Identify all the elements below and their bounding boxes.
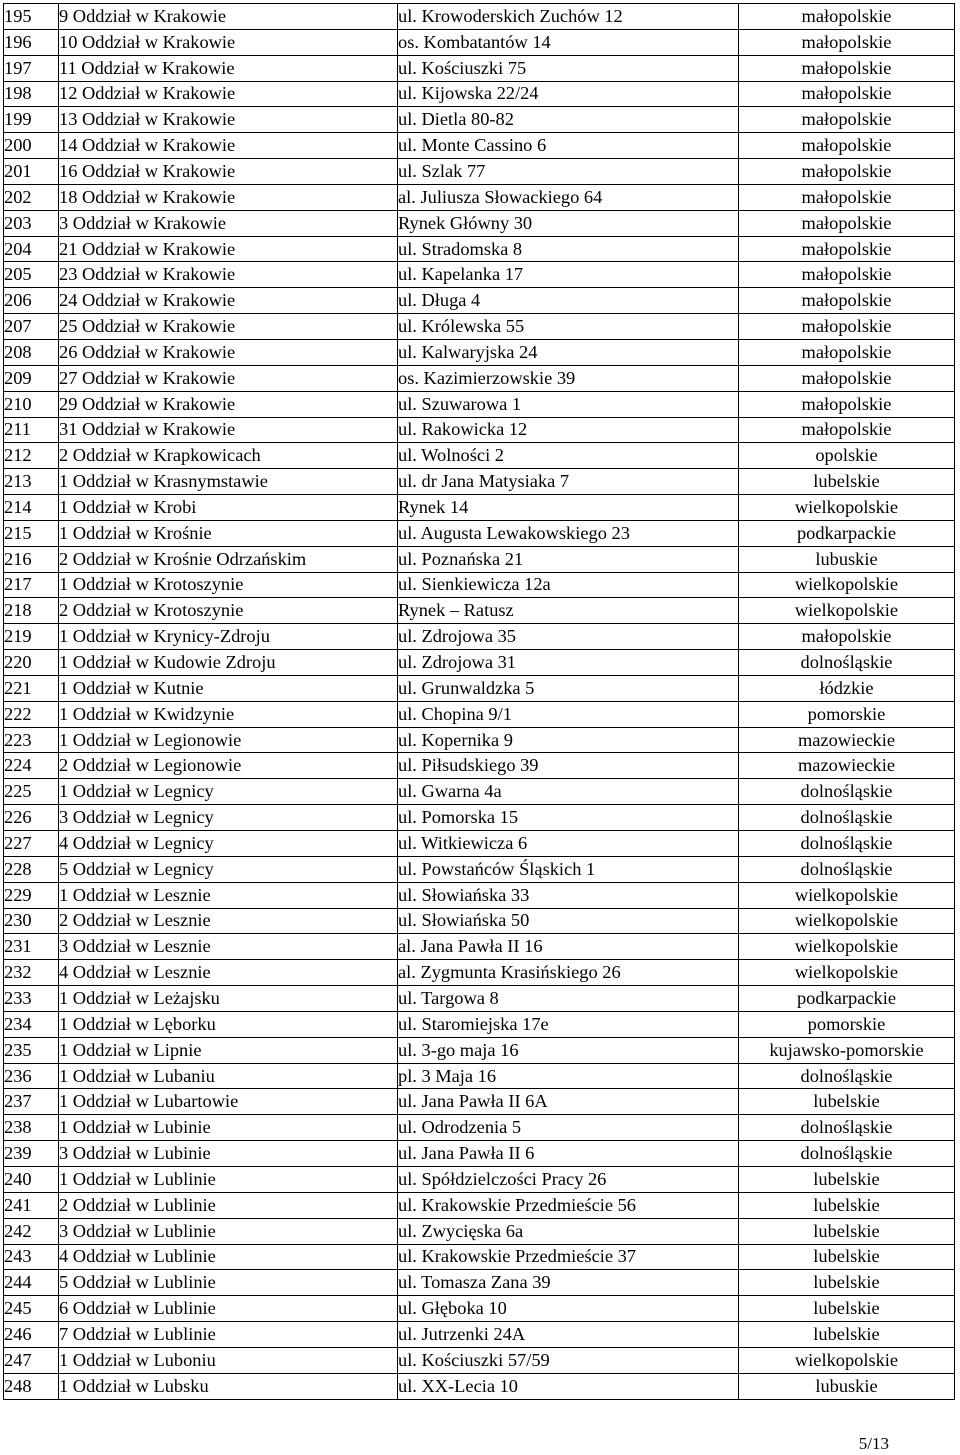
- voivodeship: opolskie: [739, 443, 955, 469]
- voivodeship: lubuskie: [739, 1373, 955, 1399]
- voivodeship: wielkopolskie: [739, 572, 955, 598]
- table-row: [4, 314, 955, 340]
- branch-address: Rynek Główny 30: [398, 210, 739, 236]
- row-number: 234: [4, 1011, 59, 1037]
- voivodeship: lubelskie: [739, 1296, 955, 1322]
- voivodeship: dolnośląskie: [739, 856, 955, 882]
- row-number: 224: [4, 753, 59, 779]
- branch-name: 7 Oddział w Lublinie: [59, 1322, 398, 1348]
- table-row: [4, 908, 955, 934]
- branch-name: 2 Oddział w Legionowie: [59, 753, 398, 779]
- branch-name: 31 Oddział w Krakowie: [59, 417, 398, 443]
- table-row: [4, 1141, 955, 1167]
- branch-address: ul. Zwycięska 6a: [398, 1218, 739, 1244]
- voivodeship: lubelskie: [739, 1089, 955, 1115]
- voivodeship: wielkopolskie: [739, 960, 955, 986]
- table-row: [4, 107, 955, 133]
- row-number: 227: [4, 831, 59, 857]
- branch-name: 14 Oddział w Krakowie: [59, 133, 398, 159]
- table-row: [4, 262, 955, 288]
- branch-name: 1 Oddział w Krotoszynie: [59, 572, 398, 598]
- row-number: 201: [4, 159, 59, 185]
- branch-name: 2 Oddział w Krotoszynie: [59, 598, 398, 624]
- branch-address: ul. Dietla 80-82: [398, 107, 739, 133]
- row-number: 195: [4, 4, 59, 30]
- voivodeship: podkarpackie: [739, 520, 955, 546]
- branch-address: ul. Kościuszki 75: [398, 55, 739, 81]
- voivodeship: małopolskie: [739, 210, 955, 236]
- table-row: [4, 1373, 955, 1399]
- branch-address: ul. Słowiańska 33: [398, 882, 739, 908]
- branch-address: ul. Kościuszki 57/59: [398, 1347, 739, 1373]
- branch-address: os. Kazimierzowskie 39: [398, 365, 739, 391]
- table-row: [4, 469, 955, 495]
- row-number: 221: [4, 675, 59, 701]
- branch-address: ul. Słowiańska 50: [398, 908, 739, 934]
- row-number: 203: [4, 210, 59, 236]
- branch-address: ul. XX-Lecia 10: [398, 1373, 739, 1399]
- table-row: [4, 210, 955, 236]
- voivodeship: małopolskie: [739, 81, 955, 107]
- page-number: 5/13: [858, 1434, 889, 1453]
- table-row: [4, 701, 955, 727]
- table-row: [4, 1166, 955, 1192]
- branch-address: ul. 3-go maja 16: [398, 1037, 739, 1063]
- branch-address: ul. Krakowskie Przedmieście 37: [398, 1244, 739, 1270]
- row-number: 198: [4, 81, 59, 107]
- row-number: 233: [4, 986, 59, 1012]
- branch-name: 1 Oddział w Krobi: [59, 495, 398, 521]
- row-number: 239: [4, 1141, 59, 1167]
- branch-address: ul. Szuwarowa 1: [398, 391, 739, 417]
- row-number: 214: [4, 495, 59, 521]
- voivodeship: mazowieckie: [739, 753, 955, 779]
- voivodeship: dolnośląskie: [739, 805, 955, 831]
- branch-address: ul. Targowa 8: [398, 986, 739, 1012]
- table-row: [4, 1296, 955, 1322]
- branch-name: 1 Oddział w Lubsku: [59, 1373, 398, 1399]
- branch-name: 12 Oddział w Krakowie: [59, 81, 398, 107]
- branch-name: 3 Oddział w Lublinie: [59, 1218, 398, 1244]
- voivodeship: małopolskie: [739, 262, 955, 288]
- branch-name: 1 Oddział w Lesznie: [59, 882, 398, 908]
- branch-name: 1 Oddział w Lubaniu: [59, 1063, 398, 1089]
- table-row: [4, 779, 955, 805]
- voivodeship: lubelskie: [739, 1322, 955, 1348]
- branch-address: ul. Rakowicka 12: [398, 417, 739, 443]
- branch-address: ul. Stradomska 8: [398, 236, 739, 262]
- branch-address: os. Kombatantów 14: [398, 29, 739, 55]
- branch-address: ul. Szlak 77: [398, 159, 739, 185]
- table-row: [4, 1011, 955, 1037]
- branch-name: 1 Oddział w Krynicy-Zdroju: [59, 624, 398, 650]
- branch-name: 13 Oddział w Krakowie: [59, 107, 398, 133]
- voivodeship: dolnośląskie: [739, 779, 955, 805]
- voivodeship: lubelskie: [739, 1166, 955, 1192]
- branch-name: 2 Oddział w Lublinie: [59, 1192, 398, 1218]
- voivodeship: lubelskie: [739, 1244, 955, 1270]
- branch-name: 4 Oddział w Lesznie: [59, 960, 398, 986]
- row-number: 208: [4, 339, 59, 365]
- table-row: [4, 184, 955, 210]
- branch-name: 11 Oddział w Krakowie: [59, 55, 398, 81]
- table-row: [4, 986, 955, 1012]
- branch-name: 1 Oddział w Lęborku: [59, 1011, 398, 1037]
- branch-address: ul. Długa 4: [398, 288, 739, 314]
- branch-name: 2 Oddział w Krapkowicach: [59, 443, 398, 469]
- row-number: 235: [4, 1037, 59, 1063]
- branch-name: 1 Oddział w Kudowie Zdroju: [59, 650, 398, 676]
- voivodeship: wielkopolskie: [739, 495, 955, 521]
- branch-address: ul. Kalwaryjska 24: [398, 339, 739, 365]
- branch-table: [3, 3, 955, 1400]
- branch-address: ul. Jutrzenki 24A: [398, 1322, 739, 1348]
- branch-address: ul. Pomorska 15: [398, 805, 739, 831]
- branch-name: 21 Oddział w Krakowie: [59, 236, 398, 262]
- branch-name: 29 Oddział w Krakowie: [59, 391, 398, 417]
- row-number: 242: [4, 1218, 59, 1244]
- branch-name: 16 Oddział w Krakowie: [59, 159, 398, 185]
- voivodeship: małopolskie: [739, 159, 955, 185]
- voivodeship: wielkopolskie: [739, 934, 955, 960]
- voivodeship: dolnośląskie: [739, 831, 955, 857]
- branch-address: ul. Królewska 55: [398, 314, 739, 340]
- row-number: 229: [4, 882, 59, 908]
- branch-address: al. Zygmunta Krasińskiego 26: [398, 960, 739, 986]
- table-row: [4, 624, 955, 650]
- table-row: [4, 1270, 955, 1296]
- branch-address: ul. Jana Pawła II 6: [398, 1141, 739, 1167]
- table-row: [4, 55, 955, 81]
- voivodeship: małopolskie: [739, 365, 955, 391]
- branch-name: 24 Oddział w Krakowie: [59, 288, 398, 314]
- branch-address: ul. Powstańców Śląskich 1: [398, 856, 739, 882]
- branch-address: al. Jana Pawła II 16: [398, 934, 739, 960]
- row-number: 209: [4, 365, 59, 391]
- row-number: 212: [4, 443, 59, 469]
- branch-address: ul. Augusta Lewakowskiego 23: [398, 520, 739, 546]
- table-row: [4, 1347, 955, 1373]
- branch-name: 2 Oddział w Lesznie: [59, 908, 398, 934]
- branch-address: ul. Sienkiewicza 12a: [398, 572, 739, 598]
- table-row: [4, 960, 955, 986]
- branch-address: al. Juliusza Słowackiego 64: [398, 184, 739, 210]
- branch-address: ul. Głęboka 10: [398, 1296, 739, 1322]
- row-number: 246: [4, 1322, 59, 1348]
- voivodeship: lubelskie: [739, 1218, 955, 1244]
- branch-name: 1 Oddział w Luboniu: [59, 1347, 398, 1373]
- branch-address: ul. Odrodzenia 5: [398, 1115, 739, 1141]
- branch-name: 26 Oddział w Krakowie: [59, 339, 398, 365]
- branch-name: 5 Oddział w Legnicy: [59, 856, 398, 882]
- voivodeship: wielkopolskie: [739, 908, 955, 934]
- branch-name: 1 Oddział w Leżajsku: [59, 986, 398, 1012]
- voivodeship: małopolskie: [739, 314, 955, 340]
- voivodeship: dolnośląskie: [739, 650, 955, 676]
- table-row: [4, 753, 955, 779]
- branch-name: 3 Oddział w Lubinie: [59, 1141, 398, 1167]
- voivodeship: kujawsko-pomorskie: [739, 1037, 955, 1063]
- row-number: 241: [4, 1192, 59, 1218]
- voivodeship: pomorskie: [739, 1011, 955, 1037]
- row-number: 211: [4, 417, 59, 443]
- row-number: 216: [4, 546, 59, 572]
- branch-address: ul. Poznańska 21: [398, 546, 739, 572]
- table-row: [4, 1322, 955, 1348]
- table-row: [4, 391, 955, 417]
- branch-name: 10 Oddział w Krakowie: [59, 29, 398, 55]
- row-number: 219: [4, 624, 59, 650]
- row-number: 220: [4, 650, 59, 676]
- row-number: 228: [4, 856, 59, 882]
- row-number: 225: [4, 779, 59, 805]
- table-row: [4, 288, 955, 314]
- table-row: [4, 443, 955, 469]
- branch-address: ul. Gwarna 4a: [398, 779, 739, 805]
- voivodeship: małopolskie: [739, 339, 955, 365]
- branch-address: ul. Jana Pawła II 6A: [398, 1089, 739, 1115]
- branch-address: Rynek – Ratusz: [398, 598, 739, 624]
- row-number: 210: [4, 391, 59, 417]
- branch-address: ul. dr Jana Matysiaka 7: [398, 469, 739, 495]
- table-row: [4, 856, 955, 882]
- table-row: [4, 598, 955, 624]
- branch-name: 27 Oddział w Krakowie: [59, 365, 398, 391]
- voivodeship: dolnośląskie: [739, 1063, 955, 1089]
- branch-name: 25 Oddział w Krakowie: [59, 314, 398, 340]
- row-number: 231: [4, 934, 59, 960]
- branch-address: ul. Staromiejska 17e: [398, 1011, 739, 1037]
- voivodeship: łódzkie: [739, 675, 955, 701]
- row-number: 196: [4, 29, 59, 55]
- table-row: [4, 4, 955, 30]
- voivodeship: lubelskie: [739, 469, 955, 495]
- row-number: 243: [4, 1244, 59, 1270]
- voivodeship: małopolskie: [739, 391, 955, 417]
- branch-address: ul. Zdrojowa 31: [398, 650, 739, 676]
- table-row: [4, 417, 955, 443]
- table-row: [4, 1037, 955, 1063]
- table-row: [4, 81, 955, 107]
- table-row: [4, 236, 955, 262]
- row-number: 237: [4, 1089, 59, 1115]
- voivodeship: małopolskie: [739, 288, 955, 314]
- branch-name: 23 Oddział w Krakowie: [59, 262, 398, 288]
- table-row: [4, 29, 955, 55]
- branch-name: 18 Oddział w Krakowie: [59, 184, 398, 210]
- row-number: 199: [4, 107, 59, 133]
- branch-address: ul. Grunwaldzka 5: [398, 675, 739, 701]
- table-row: [4, 805, 955, 831]
- table-row: [4, 133, 955, 159]
- voivodeship: małopolskie: [739, 55, 955, 81]
- voivodeship: dolnośląskie: [739, 1115, 955, 1141]
- branch-table-body: [4, 4, 955, 1400]
- branch-address: ul. Chopina 9/1: [398, 701, 739, 727]
- voivodeship: podkarpackie: [739, 986, 955, 1012]
- table-row: [4, 159, 955, 185]
- voivodeship: dolnośląskie: [739, 1141, 955, 1167]
- branch-name: 1 Oddział w Lublinie: [59, 1166, 398, 1192]
- voivodeship: pomorskie: [739, 701, 955, 727]
- voivodeship: małopolskie: [739, 236, 955, 262]
- row-number: 206: [4, 288, 59, 314]
- table-row: [4, 1063, 955, 1089]
- row-number: 230: [4, 908, 59, 934]
- row-number: 244: [4, 1270, 59, 1296]
- row-number: 218: [4, 598, 59, 624]
- row-number: 205: [4, 262, 59, 288]
- voivodeship: wielkopolskie: [739, 882, 955, 908]
- branch-address: ul. Krakowskie Przedmieście 56: [398, 1192, 739, 1218]
- table-row: [4, 1244, 955, 1270]
- voivodeship: małopolskie: [739, 107, 955, 133]
- table-row: [4, 365, 955, 391]
- branch-name: 3 Oddział w Lesznie: [59, 934, 398, 960]
- branch-address: ul. Kijowska 22/24: [398, 81, 739, 107]
- branch-address: ul. Witkiewicza 6: [398, 831, 739, 857]
- branch-name: 2 Oddział w Krośnie Odrzańskim: [59, 546, 398, 572]
- voivodeship: małopolskie: [739, 417, 955, 443]
- row-number: 215: [4, 520, 59, 546]
- voivodeship: lubelskie: [739, 1192, 955, 1218]
- row-number: 202: [4, 184, 59, 210]
- voivodeship: lubelskie: [739, 1270, 955, 1296]
- branch-name: 1 Oddział w Legionowie: [59, 727, 398, 753]
- row-number: 204: [4, 236, 59, 262]
- row-number: 232: [4, 960, 59, 986]
- row-number: 223: [4, 727, 59, 753]
- branch-address: ul. Monte Cassino 6: [398, 133, 739, 159]
- branch-address: ul. Wolności 2: [398, 443, 739, 469]
- table-row: [4, 882, 955, 908]
- row-number: 238: [4, 1115, 59, 1141]
- row-number: 197: [4, 55, 59, 81]
- table-row: [4, 546, 955, 572]
- row-number: 222: [4, 701, 59, 727]
- table-row: [4, 1089, 955, 1115]
- branch-name: 3 Oddział w Legnicy: [59, 805, 398, 831]
- branch-address: ul. Piłsudskiego 39: [398, 753, 739, 779]
- branch-name: 1 Oddział w Legnicy: [59, 779, 398, 805]
- table-row: [4, 650, 955, 676]
- voivodeship: małopolskie: [739, 133, 955, 159]
- branch-name: 9 Oddział w Krakowie: [59, 4, 398, 30]
- branch-name: 4 Oddział w Lublinie: [59, 1244, 398, 1270]
- branch-name: 5 Oddział w Lublinie: [59, 1270, 398, 1296]
- table-row: [4, 495, 955, 521]
- row-number: 207: [4, 314, 59, 340]
- branch-name: 1 Oddział w Lubinie: [59, 1115, 398, 1141]
- table-row: [4, 520, 955, 546]
- row-number: 213: [4, 469, 59, 495]
- branch-address: ul. Krowoderskich Zuchów 12: [398, 4, 739, 30]
- branch-address: ul. Kapelanka 17: [398, 262, 739, 288]
- row-number: 248: [4, 1373, 59, 1399]
- branch-name: 4 Oddział w Legnicy: [59, 831, 398, 857]
- branch-name: 1 Oddział w Krasnymstawie: [59, 469, 398, 495]
- branch-address: pl. 3 Maja 16: [398, 1063, 739, 1089]
- voivodeship: małopolskie: [739, 184, 955, 210]
- branch-address: Rynek 14: [398, 495, 739, 521]
- branch-name: 1 Oddział w Lubartowie: [59, 1089, 398, 1115]
- table-row: [4, 675, 955, 701]
- row-number: 245: [4, 1296, 59, 1322]
- branch-address: ul. Kopernika 9: [398, 727, 739, 753]
- branch-name: 1 Oddział w Krośnie: [59, 520, 398, 546]
- row-number: 226: [4, 805, 59, 831]
- table-row: [4, 1115, 955, 1141]
- voivodeship: wielkopolskie: [739, 1347, 955, 1373]
- branch-address: ul. Zdrojowa 35: [398, 624, 739, 650]
- branch-address: ul. Spółdzielczości Pracy 26: [398, 1166, 739, 1192]
- row-number: 247: [4, 1347, 59, 1373]
- branch-name: 6 Oddział w Lublinie: [59, 1296, 398, 1322]
- branch-name: 1 Oddział w Lipnie: [59, 1037, 398, 1063]
- branch-name: 1 Oddział w Kutnie: [59, 675, 398, 701]
- table-row: [4, 1218, 955, 1244]
- row-number: 240: [4, 1166, 59, 1192]
- voivodeship: małopolskie: [739, 4, 955, 30]
- voivodeship: małopolskie: [739, 624, 955, 650]
- table-row: [4, 339, 955, 365]
- branch-address: ul. Tomasza Zana 39: [398, 1270, 739, 1296]
- voivodeship: mazowieckie: [739, 727, 955, 753]
- row-number: 200: [4, 133, 59, 159]
- table-row: [4, 831, 955, 857]
- table-row: [4, 572, 955, 598]
- voivodeship: lubuskie: [739, 546, 955, 572]
- branch-name: 1 Oddział w Kwidzynie: [59, 701, 398, 727]
- voivodeship: wielkopolskie: [739, 598, 955, 624]
- row-number: 236: [4, 1063, 59, 1089]
- table-row: [4, 1192, 955, 1218]
- row-number: 217: [4, 572, 59, 598]
- voivodeship: małopolskie: [739, 29, 955, 55]
- branch-name: 3 Oddział w Krakowie: [59, 210, 398, 236]
- table-row: [4, 727, 955, 753]
- table-row: [4, 934, 955, 960]
